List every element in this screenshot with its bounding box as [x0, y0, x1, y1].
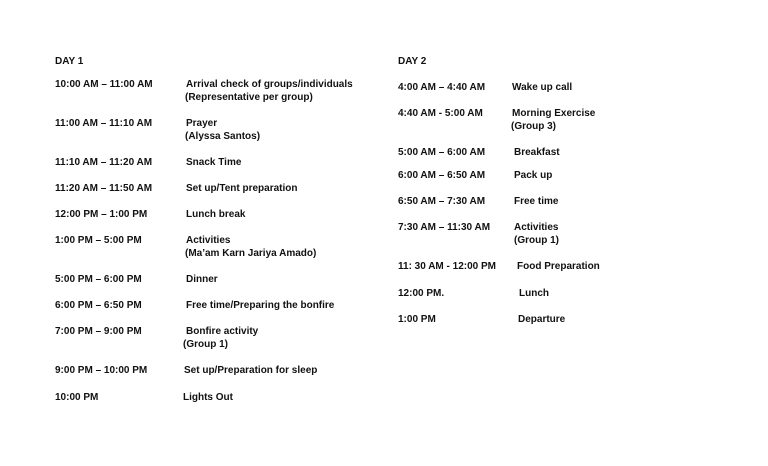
- day2-activity-note: (Group 1): [514, 235, 559, 246]
- day2-row-activity: [518, 313, 565, 326]
- day1-row-activity: [186, 234, 316, 260]
- day2-row-activity: [514, 169, 552, 182]
- day1-activity-label: Dinner: [186, 274, 218, 285]
- day2-row-activity: [514, 195, 558, 208]
- day1-row-activity: [186, 156, 241, 169]
- day2-row-time: 1:00 PM: [398, 314, 436, 325]
- day2-row-time: 4:00 AM – 4:40 AM: [398, 82, 486, 93]
- day1-row-time: 11:10 AM – 11:20 AM: [55, 157, 153, 168]
- day1-activity-label: Free time/Preparing the bonfire: [186, 300, 335, 311]
- day1-row-time: 5:00 PM – 6:00 PM: [55, 274, 142, 285]
- day1-activity-label: Set up/Preparation for sleep: [184, 365, 318, 376]
- day2-activity-label: Breakfast: [514, 147, 560, 158]
- day2-activity-label: Food Preparation: [517, 261, 600, 272]
- day2-row-activity: [512, 81, 572, 94]
- day1-activity-label: Bonfire activity: [186, 326, 259, 337]
- day1-row-activity: [186, 273, 218, 286]
- day2-row-time: 11: 30 AM - 12:00 PM: [398, 261, 497, 272]
- day2-row-time: 5:00 AM – 6:00 AM: [398, 147, 486, 158]
- day1-activity-label: Snack Time: [186, 157, 242, 168]
- day2-activity-label: Free time: [514, 196, 559, 207]
- day1-activity-label: Set up/Tent preparation: [186, 183, 298, 194]
- day2-activity-note: (Group 3): [511, 121, 556, 132]
- day2-row-time: 6:50 AM – 7:30 AM: [398, 196, 486, 207]
- day1-activity-label: Lights Out: [183, 392, 233, 403]
- day2-activity-label: Lunch: [519, 288, 549, 299]
- day1-row-time: 10:00 PM: [55, 392, 99, 403]
- day2-row-time: 4:40 AM - 5:00 AM: [398, 108, 483, 119]
- day1-row-time: 1:00 PM – 5:00 PM: [55, 235, 142, 246]
- day2-activity-label: Pack up: [514, 170, 553, 181]
- day2-row-activity: [519, 287, 549, 300]
- day1-activity-note: (Group 1): [183, 339, 228, 350]
- day1-row-time: 11:00 AM – 11:10 AM: [55, 118, 153, 129]
- day2-row-activity: [517, 260, 600, 273]
- day1-row-activity: [186, 208, 245, 221]
- day1-row-activity: [183, 325, 259, 351]
- day1-row-time: 10:00 AM – 11:00 AM: [55, 79, 153, 90]
- day2-row-time: 6:00 AM – 6:50 AM: [398, 170, 486, 181]
- day2-activity-label: Wake up call: [512, 82, 573, 93]
- day1-activity-label: Arrival check of groups/individuals: [186, 79, 353, 90]
- day2-title: DAY 2: [398, 56, 427, 67]
- day2-activity-label: Activities: [514, 222, 559, 233]
- day1-activity-label: Activities: [186, 235, 231, 246]
- day1-row-time: 9:00 PM – 10:00 PM: [55, 365, 148, 376]
- day1-activity-label: Lunch break: [186, 209, 246, 220]
- day2-activity-label: Morning Exercise: [512, 108, 596, 119]
- day2-row-activity: [512, 107, 595, 133]
- day1-activity-note: (Representative per group): [185, 92, 313, 103]
- day1-activity-note: (Alyssa Santos): [185, 131, 261, 142]
- day1-row-activity: [186, 117, 260, 143]
- day2-activity-label: Departure: [518, 314, 566, 325]
- day1-title: DAY 1: [55, 56, 84, 67]
- day1-row-time: 7:00 PM – 9:00 PM: [55, 326, 142, 337]
- day1-row-activity: [184, 364, 317, 377]
- day2-row-time: 7:30 AM – 11:30 AM: [398, 222, 491, 233]
- day1-activity-label: Prayer: [186, 118, 218, 129]
- day2-row-activity: [514, 221, 559, 247]
- day1-row-activity: [186, 182, 298, 195]
- day1-activity-note: (Ma’am Karn Jariya Amado): [185, 248, 317, 259]
- day1-row-activity: [186, 78, 353, 104]
- day2-row-time: 12:00 PM.: [398, 288, 445, 299]
- day2-row-activity: [514, 146, 560, 159]
- day1-row-time: 12:00 PM – 1:00 PM: [55, 209, 148, 220]
- day1-row-time: 11:20 AM – 11:50 AM: [55, 183, 153, 194]
- day1-row-activity: [183, 391, 233, 404]
- day1-row-time: 6:00 PM – 6:50 PM: [55, 300, 142, 311]
- day1-row-activity: [186, 299, 334, 312]
